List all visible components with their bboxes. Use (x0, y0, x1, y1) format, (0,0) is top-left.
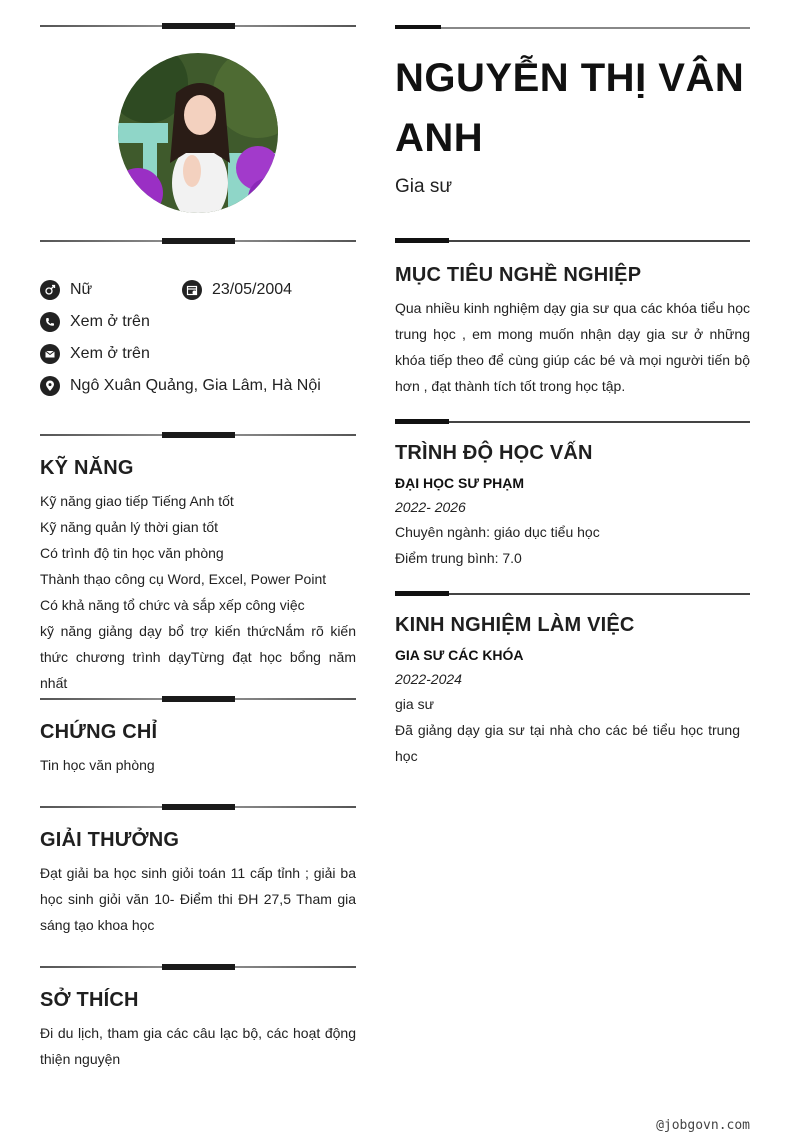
education-gpa: Điểm trung bình: 7.0 (395, 550, 522, 566)
education-title: TRÌNH ĐỘ HỌC VẤN (395, 442, 593, 464)
gender-value: Nữ (70, 281, 93, 298)
skill-item: Kỹ năng giao tiếp Tiếng Anh tốt (40, 493, 234, 509)
divider (40, 431, 356, 439)
objective-text: Qua nhiều kinh nghiệm dạy gia sư qua các khóa tiểu học trung học , em mong muốn nhận dạy gia sư ở những khóa tiếp theo để cùng giúp các bé và mọi người tiến bộ hơn , đạt thành tích tốt trong học tập. (395, 300, 750, 394)
experience-position: gia sư (395, 696, 434, 712)
skill-item: Kỹ năng quản lý thời gian tốt (40, 519, 219, 535)
experience-title: KINH NGHIỆM LÀM VIỆC (395, 614, 635, 636)
hobbies-title: SỞ THÍCH (40, 989, 139, 1011)
divider (40, 963, 356, 971)
birthdate-row (182, 279, 292, 301)
objective-title: MỤC TIÊU NGHỀ NGHIỆP (395, 264, 642, 286)
address-row (40, 375, 321, 397)
gender-row (40, 279, 92, 301)
profile-photo-icon (118, 53, 278, 213)
full-name: NGUYỄN THỊ VÂN ANH (395, 56, 745, 160)
email-value: Xem ở trên (70, 345, 150, 362)
experience-period: 2022-2024 (395, 671, 462, 687)
avatar (118, 53, 278, 213)
divider (395, 25, 750, 31)
certificates-title: CHỨNG CHỈ (40, 721, 158, 743)
birthdate-value: 23/05/2004 (212, 281, 293, 298)
hobbies-text: Đi du lịch, tham gia các câu lạc bộ, các hoạt động thiện nguyện (40, 1025, 356, 1067)
education-period: 2022- 2026 (395, 499, 466, 515)
calendar-icon (182, 280, 202, 300)
email-row (40, 343, 150, 365)
phone-icon (40, 312, 60, 332)
school-name: ĐẠI HỌC SƯ PHẠM (395, 475, 525, 491)
awards-title: GIẢI THƯỞNG (40, 829, 180, 851)
skill-item: Thành thạo công cụ Word, Excel, Power Point (40, 571, 327, 587)
skills-title: KỸ NĂNG (40, 457, 134, 479)
skill-item: Có trình độ tin học văn phòng (40, 545, 224, 561)
location-pin-icon (40, 376, 60, 396)
divider (40, 803, 356, 811)
divider (395, 419, 750, 425)
divider (395, 238, 750, 244)
divider (40, 22, 356, 30)
company-name: GIA SƯ CÁC KHÓA (395, 647, 524, 663)
job-role: Gia sư (395, 176, 453, 197)
address-value: Ngô Xuân Quảng, Gia Lâm, Hà Nội (70, 377, 321, 394)
awards-text: Đạt giải ba học sinh giỏi toán 11 cấp tỉnh ; giải ba học sinh giỏi văn 10- Điểm thi ĐH 27,5 Tham gia sáng tạo khoa học (40, 865, 356, 933)
phone-row (40, 311, 150, 333)
watermark: @jobgovn.com (656, 1118, 750, 1133)
mail-icon (40, 344, 60, 364)
experience-description: Đã giảng dạy gia sư tại nhà cho các bé tiểu học trung học (395, 722, 740, 764)
divider (395, 591, 750, 597)
certificates-text: Tin học văn phòng (40, 757, 155, 773)
gender-icon (40, 280, 60, 300)
education-major: Chuyên ngành: giáo dục tiểu học (395, 524, 600, 540)
divider (40, 237, 356, 245)
skill-item: Có khả năng tổ chức và sắp xếp công việc (40, 597, 305, 613)
skills-list (40, 488, 356, 696)
phone-value: Xem ở trên (70, 313, 150, 330)
divider (40, 695, 356, 703)
skill-item: kỹ năng giảng dạy bổ trợ kiến thứcNắm rõ kiến thức chương trình dạyTừng đạt học bổng năm nhất (40, 623, 356, 691)
